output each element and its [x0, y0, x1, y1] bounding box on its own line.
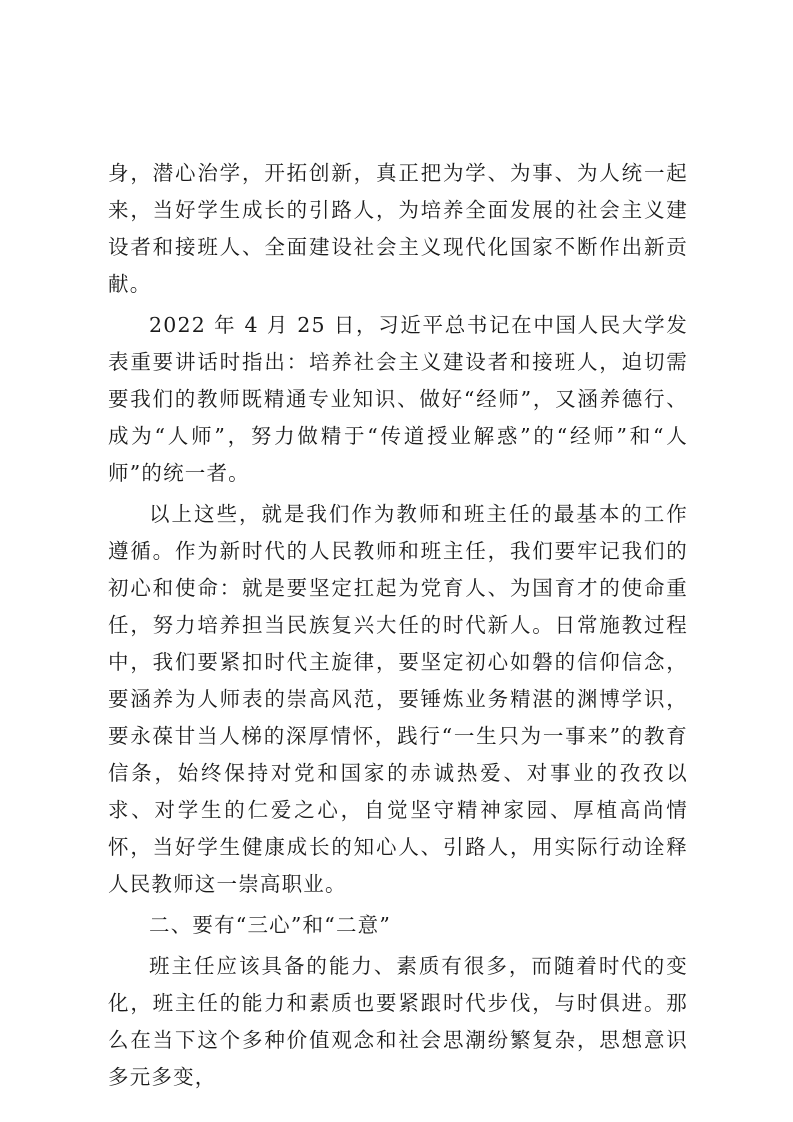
- paragraph: 2022 年 4 月 25 日，习近平总书记在中国人民大学发表重要讲话时指出：培养社会主义建设者和接班人，迫切需要我们的教师既精通专业知识、做好“经师”，又涵养德行、成为“人师”，努力做精于“传道授业解惑”的“经师”和“人师”的统一者。: [108, 313, 688, 485]
- document-body: [108, 155, 688, 1100]
- paragraph: 班主任应该具备的能力、素质有很多，而随着时代的变化，班主任的能力和素质也要紧跟时代步伐，与时俱进。那么在当下这个多种价值观念和社会思潮纷繁复杂，思想意识多元多变，: [108, 954, 688, 1089]
- paragraph: 以上这些，就是我们作为教师和班主任的最基本的工作遵循。作为新时代的人民教师和班主任，我们要牢记我们的初心和使命：就是要坚定扛起为党育人、为国育才的使命重任，努力培养担当民族复兴大任的时代新人。日常施教过程中，我们要紧扣时代主旋律，要坚定初心如磐的信仰信念，要涵养为人师表的崇高风范，要锤炼业务精湛的渊博学识，要永葆甘当人梯的深厚情怀，践行“一生只为一事来”的教育信条，始终保持对党和国家的赤诚热爱、对事业的孜孜以求、对学生的仁爱之心，自觉坚守精神家园、厚植高尚情怀，当好学生健康成长的知心人、引路人，用实际行动诠释人民教师这一崇高职业。: [108, 502, 688, 896]
- section-heading: 二、要有“三心”和“二意”: [149, 913, 392, 937]
- paragraph: 身，潜心治学，开拓创新，真正把为学、为事、为人统一起来，当好学生成长的引路人，为培养全面发展的社会主义建设者和接班人、全面建设社会主义现代化国家不断作出新贡献。: [108, 161, 688, 296]
